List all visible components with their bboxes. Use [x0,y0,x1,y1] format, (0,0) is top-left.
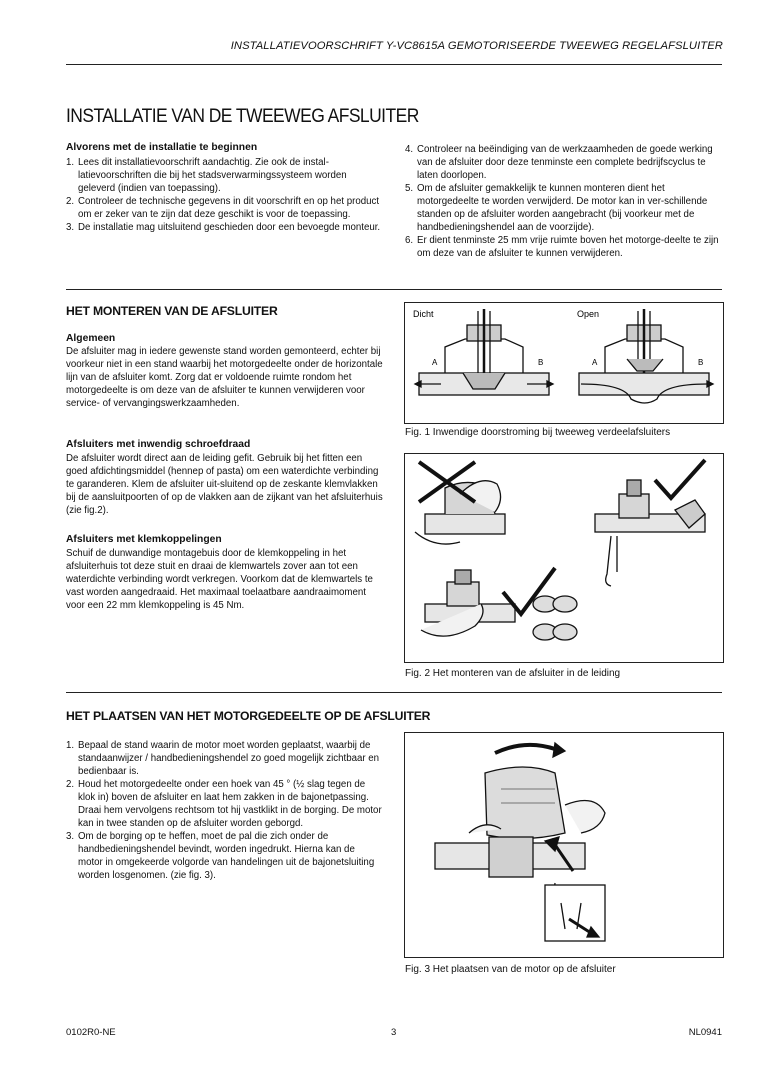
port-b-closed: B [538,358,544,367]
before-heading: Alvorens met de installatie te beginnen [66,142,258,153]
port-a-closed: A [432,358,438,367]
figure-2-mounting [404,453,724,663]
running-header: INSTALLATIEVOORSCHRIFT Y-VC8615A GEMOTORISEERDE TWEEWEG REGELAFSLUITER [230,40,723,52]
wrong-method-drawing [415,462,505,544]
thread-heading: Afsluiters met inwendig schroefdraad [66,439,251,450]
figure-1-valve-flow [404,302,724,424]
list-item: 1. Lees dit installatievoorschrift aandachtig. Zie ook de instal-latievoorschriften die bij het stadsverwarmingssysteem worden geleverd (indien van toepassing). [66,157,347,194]
mounting-heading: HET MONTEREN VAN DE AFSLUITER [66,304,278,318]
figure-3-motor-placement [404,732,724,958]
label-closed: Dicht [413,309,434,319]
rotation-arrow [495,745,555,753]
list-item: 6. Er dient tenminste 25 mm vrije ruimte boven het motorge-deelte te zijn om deze van de afsluiter te kunnen verwijderen. [405,235,719,259]
footer-region-code: NL0941 [688,1027,722,1038]
motor-steps [66,739,382,882]
general-text: De afsluiter mag in iedere gewenste stand worden gemonteerd, echter bij voorkeur niet in een stand waarbij het motorgedeelte onder de horizontale lijn van de afsluiter komt. Zorg dat er voldoende ruimte rondom het motorgedeelte is om deze van de afsluiter te kunnen verwijderen voor service- of vervangingswerkzaamheden. [66,346,383,409]
header-rule [66,64,722,65]
figure-3-caption: Fig. 3 Het plaatsen van de motor op de afsluiter [405,964,616,975]
clamp-heading: Afsluiters met klemkoppelingen [66,534,222,545]
closed-valve-drawing [415,309,553,395]
before-list-right [405,143,725,260]
list-item: 3. Om de borging op te heffen, moet de pal die zich onder de handbedieningshendel bevindt, worden ingedrukt. Hierna kan de motor in omgekeerde volgorde van handelingen uit de bajonetsluiting worden losgenomen. (zie fig. 3). [66,831,375,881]
valve-cross-section-illustration [405,303,723,423]
correct-method-hand-drawing [421,568,577,640]
list-item: 1. Bepaal de stand waarin de motor moet worden geplaatst, waarbij de standaanwijzer / handbedieningshendel zo goed mogelijk zichtbaar en bedienbaar is. [66,740,380,777]
figure-1-caption: Fig. 1 Inwendige doorstroming bij tweeweg verdeelafsluiters [405,427,671,438]
list-item: 2. Controleer de technische gegevens in dit voorschrift en op het product om er zeker van te zijn dat deze geschikt is voor de toepassing. [66,196,380,220]
label-open: Open [577,309,600,319]
before-list-left [66,156,386,234]
list-item: 3. De installatie mag uitsluitend geschieden door een bevoegde monteur. [66,222,381,233]
general-heading: Algemeen [66,333,116,344]
section-rule [66,289,722,290]
correct-method-wrench-drawing [595,460,705,586]
valve-body [489,837,533,877]
motor-placement-illustration [405,733,723,957]
open-valve-drawing [579,309,713,403]
figure-2-caption: Fig. 2 Het monteren van de afsluiter in de leiding [405,668,621,679]
footer-page-number: 3 [391,1027,397,1038]
section-rule [66,692,722,693]
thread-text: De afsluiter wordt direct aan de leiding gefit. Gebruik bij het fitten een goed afdichtingsmiddel (hennep of pasta) om een waterdichte verbinding te garanderen. Klem de afsluiter uit-sluitend op de zeskante klemvlakken bij de aansluitpoorten of op de vlakken aan de zijkant van het afsluiterhuis (zie fig.2). [66,453,383,516]
list-item: 2. Houd het motorgedeelte onder een hoek van 45 ° (½ slag tegen de klok in) boven de afsluiter en laat hem zakken in de bajonetpassing. Draai hem vervolgens rechtsom tot hij vastklikt in de borging. De motor kan in twee standen op de afsluiter worden geborgd. [66,779,382,829]
port-b-open: B [698,358,704,367]
list-item: 5. Om de afsluiter gemakkelijk te kunnen monteren dient het motorgedeelte te worden verwijderd. De motor kan in ver-schillende standen op de afsluiter worden aangebracht (bij voorkeur met de handbedieningshendel aan de voorzijde). [405,183,708,233]
page-title: INSTALLATIE VAN DE TWEEWEG AFSLUITER [66,106,419,127]
footer-doc-code: 0102R0-NE [66,1027,116,1038]
clamp-text: Schuif de dunwandige montagebuis door de klemkoppeling in het afsluiterhuis tot deze stuit en draai de klemwartels zover aan tot een waterdichte verbinding wordt verkregen. Voorkom dat de klemwartels te vast worden aangedraaid. Het maximaal toelaatbare aandraaimoment voor een 22 mm klemkoppeling is 45 Nm. [66,548,373,611]
mounting-illustration [405,454,723,662]
port-a-open: A [592,358,598,367]
motor-heading: HET PLAATSEN VAN HET MOTORGEDEELTE OP DE AFSLUITER [66,709,431,723]
list-item: 4. Controleer na beëindiging van de werkzaamheden de goede werking van de afsluiter door deze tenminste een complete bedrijfscyclus te laten doorlopen. [405,144,713,181]
